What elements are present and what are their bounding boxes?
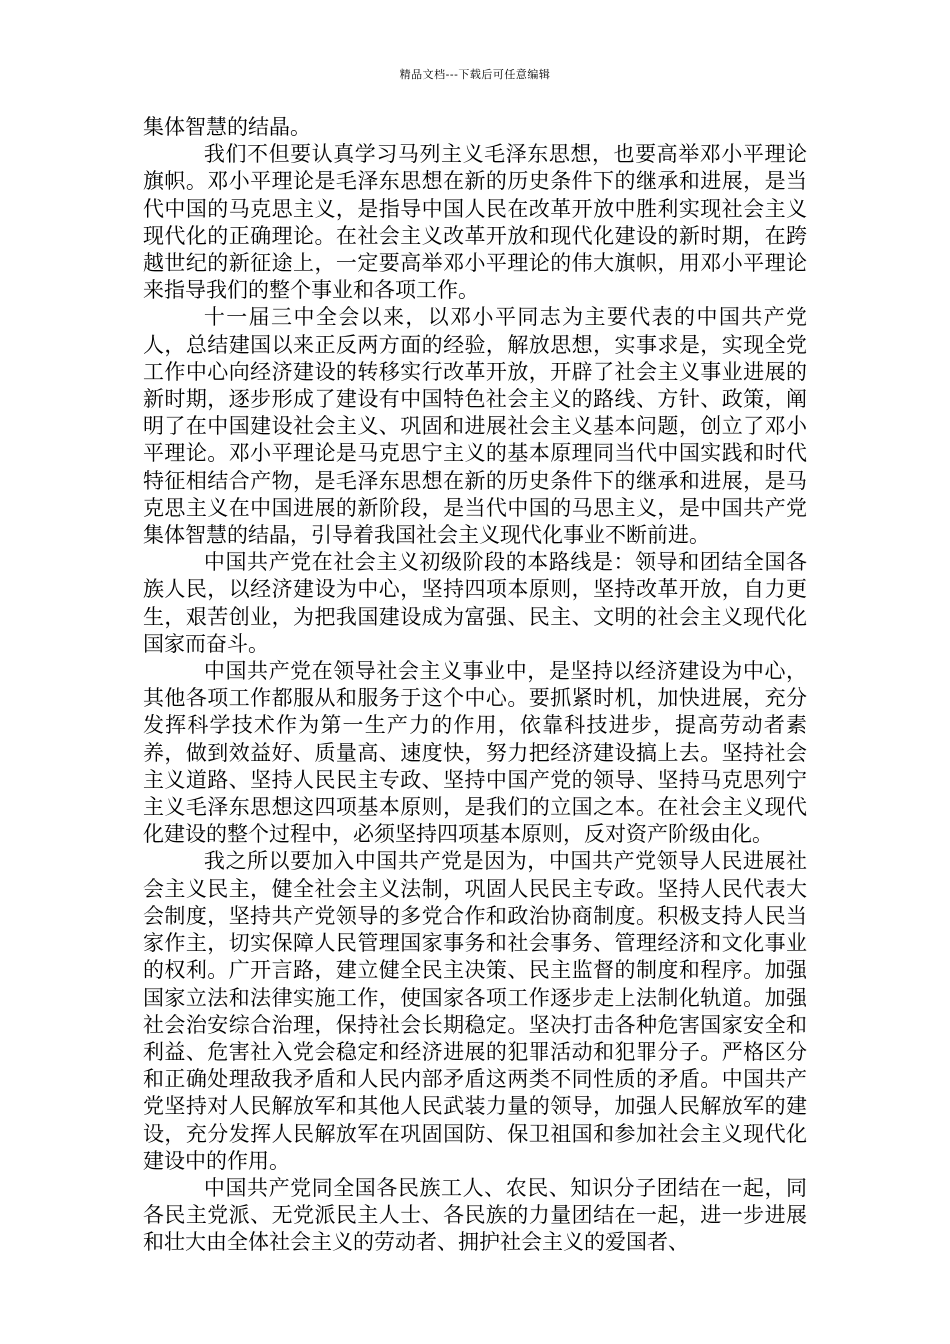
paragraph: 集体智慧的结晶。: [143, 115, 311, 139]
paragraph: 十一届三中全会以来，以邓小平同志为主要代表的中国共产党人，总结建国以来正反两方面的经验，解放思想，实事求是，实现全党工作中心向经济建设的转移实行改革开放，开辟了社会主义事业进展的新时期，逐步形成了建设有中国特色社会主义的路线、方针、政策，阐明了在中国建设社会主义、巩固和进展社会主义基本问题，创立了邓小平理论。邓小平理论是马克思宁主义的基本原理同当代中国实践和时代特征相结合产物，是毛泽东思想在新的历史条件下的继承和进展，是马克思主义在中国进展的新阶段，是当代中国的马思主义，是中国共产党集体智慧的结晶，引导着我国社会主义现代化事业不断前进。: [143, 305, 807, 548]
paragraph: 我们不但要认真学习马列主义毛泽东思想，也要高举邓小平理论旗帜。邓小平理论是毛泽东思想在新的历史条件下的继承和进展，是当代中国的马克思主义，是指导中国人民在改革开放中胜利实现社会主义现代化的正确理论。在社会主义改革开放和现代化建设的新时期，在跨越世纪的新征途上，一定要高举邓小平理论的伟大旗帜，用邓小平理论来指导我们的整个事业和各项工作。: [143, 142, 807, 303]
document-body: [143, 114, 807, 1257]
paragraph: 我之所以要加入中国共产党是因为，中国共产党领导人民进展社会主义民主，健全社会主义法制，巩固人民民主专政。坚持人民代表大会制度，坚持共产党领导的多党合作和政治协商制度。积极支持人民当家作主，切实保障人民管理国家事务和社会事务、管理经济和文化事业的权利。广开言路，建立健全民主决策、民主监督的制度和程序。加强国家立法和法律实施工作，使国家各项工作逐步走上法制化轨道。加强社会治安综合治理，保持社会长期稳定。坚决打击各种危害国家安全和利益、危害社入党会稳定和经济进展的犯罪活动和犯罪分子。严格区分和正确处理敌我矛盾和人民内部矛盾这两类不同性质的矛盾。中国共产党坚持对人民解放军和其他人民武装力量的领导，加强人民解放军的建设，充分发挥人民解放军在巩固国防、保卫祖国和参加社会主义现代化建设中的作用。: [143, 849, 807, 1173]
paragraph: 中国共产党在社会主义初级阶段的本路线是：领导和团结全国各族人民，以经济建设为中心，坚持四项本原则，坚持改革开放，自力更生，艰苦创业，为把我国建设成为富强、民主、文明的社会主义现代化国家而奋斗。: [143, 550, 807, 656]
page-header: 精品文档---下载后可任意编辑: [399, 68, 551, 81]
paragraph: 中国共产党同全国各民族工人、农民、知识分子团结在一起，同各民主党派、无党派民主人士、各民族的力量团结在一起，进一步进展和壮大由全体社会主义的劳动者、拥护社会主义的爱国者、: [143, 1175, 807, 1255]
paragraph: 中国共产党在领导社会主义事业中，是坚持以经济建设为中心，其他各项工作都服从和服务于这个中心。要抓紧时机，加快进展，充分发挥科学技术作为第一生产力的作用，依靠科技进步，提高劳动者素养，做到效益好、质量高、速度快，努力把经济建设搞上去。坚持社会主义道路、坚持人民民主专政、坚持中国产党的领导、坚持马克思列宁主义毛泽东思想这四项基本原则，是我们的立国之本。在社会主义现代化建设的整个过程中，必须坚持四项基本原则，反对资产阶级由化。: [143, 659, 807, 847]
